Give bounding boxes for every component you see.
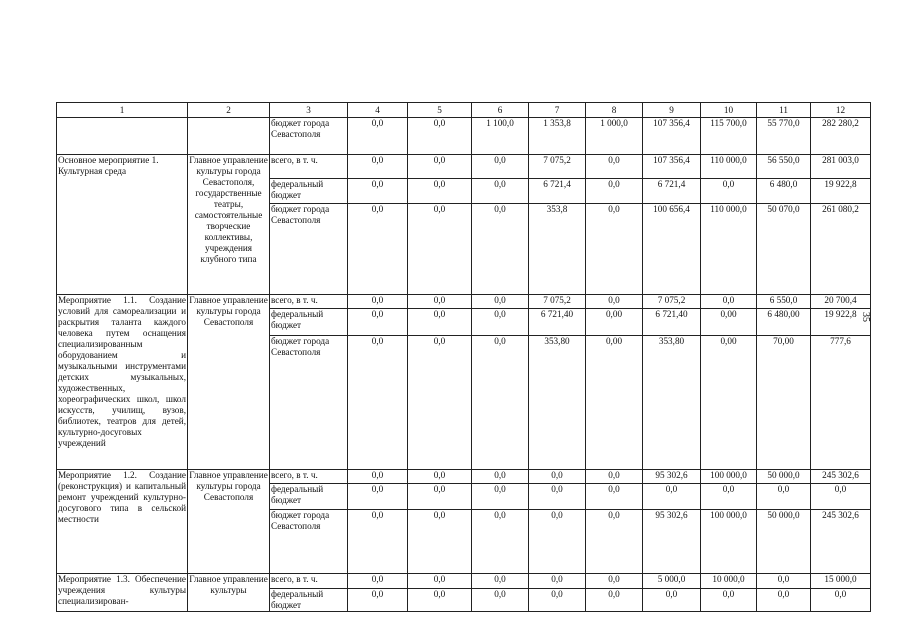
- amount-cell: 0,0: [472, 510, 529, 574]
- amount-cell: 0,0: [348, 179, 408, 204]
- column-number: 11: [757, 103, 811, 118]
- amount-cell: 0,0: [701, 179, 757, 204]
- executor-cell: Главное управление культуры: [188, 574, 270, 612]
- amount-cell: 0,0: [472, 179, 529, 204]
- amount-cell: 20 700,4: [811, 295, 871, 309]
- amount-cell: 110 000,0: [701, 204, 757, 295]
- column-number: 1: [57, 103, 188, 118]
- amount-cell: 0,0: [701, 589, 757, 612]
- amount-cell: 100 656,4: [643, 204, 701, 295]
- column-number: 5: [408, 103, 472, 118]
- table-row: [57, 574, 871, 589]
- amount-cell: 50 070,0: [757, 204, 811, 295]
- amount-cell: 0,0: [408, 309, 472, 336]
- amount-cell: 115 700,0: [701, 118, 757, 155]
- amount-cell: 0,0: [586, 204, 643, 295]
- amount-cell: 261 080,2: [811, 204, 871, 295]
- column-number: 10: [701, 103, 757, 118]
- amount-cell: 107 356,4: [643, 155, 701, 179]
- amount-cell: 100 000,0: [701, 510, 757, 574]
- amount-cell: 95 302,6: [643, 510, 701, 574]
- amount-cell: 0,0: [529, 589, 586, 612]
- funding-source-cell: всего, в т. ч.: [270, 155, 348, 179]
- amount-cell: 0,00: [586, 336, 643, 470]
- budget-table: [56, 102, 871, 612]
- amount-cell: 95 302,6: [643, 470, 701, 484]
- amount-cell: 0,0: [348, 484, 408, 510]
- amount-cell: 0,0: [472, 336, 529, 470]
- funding-source-cell: бюджет города Севастополя: [270, 204, 348, 295]
- amount-cell: 50 000,0: [757, 470, 811, 484]
- amount-cell: 6 721,40: [643, 309, 701, 336]
- amount-cell: 0,0: [811, 589, 871, 612]
- amount-cell: 0,0: [586, 589, 643, 612]
- amount-cell: 0,0: [348, 589, 408, 612]
- amount-cell: 5 000,0: [643, 574, 701, 589]
- amount-cell: 7 075,2: [529, 155, 586, 179]
- funding-source-cell: федеральный бюджет: [270, 309, 348, 336]
- amount-cell: 0,0: [348, 309, 408, 336]
- column-number-row: [57, 103, 871, 118]
- amount-cell: 353,80: [529, 336, 586, 470]
- amount-cell: 0,0: [472, 295, 529, 309]
- table-row: [57, 295, 871, 309]
- amount-cell: 7 075,2: [529, 295, 586, 309]
- amount-cell: 353,80: [643, 336, 701, 470]
- amount-cell: 0,00: [586, 309, 643, 336]
- amount-cell: 55 770,0: [757, 118, 811, 155]
- amount-cell: 70,00: [757, 336, 811, 470]
- amount-cell: 0,0: [643, 589, 701, 612]
- amount-cell: 0,0: [811, 484, 871, 510]
- amount-cell: 6 480,0: [757, 179, 811, 204]
- amount-cell: 0,0: [408, 574, 472, 589]
- amount-cell: 1 000,0: [586, 118, 643, 155]
- amount-cell: 107 356,4: [643, 118, 701, 155]
- amount-cell: 19 922,8: [811, 309, 871, 336]
- activity-name-cell: Мероприятие 1.3. Обеспечение учреждения культуры специализирован-: [57, 574, 188, 612]
- executor-cell: Главное управление культуры города Севастополя: [188, 470, 270, 574]
- amount-cell: 1 353,8: [529, 118, 586, 155]
- amount-cell: 0,0: [472, 309, 529, 336]
- activity-name-cell: Мероприятие 1.2. Создание (реконструкция) и капитальный ремонт учреждений культурно-досугового типа в сельской местности: [57, 470, 188, 574]
- funding-source-cell: федеральный бюджет: [270, 179, 348, 204]
- amount-cell: 282 280,2: [811, 118, 871, 155]
- amount-cell: 6 480,00: [757, 309, 811, 336]
- executor-cell: Главное управление культуры города Севастополя: [188, 295, 270, 470]
- activity-name-cell: [57, 118, 188, 155]
- amount-cell: 0,0: [586, 470, 643, 484]
- amount-cell: 353,8: [529, 204, 586, 295]
- amount-cell: 0,0: [586, 510, 643, 574]
- amount-cell: 0,0: [408, 336, 472, 470]
- amount-cell: 0,0: [757, 484, 811, 510]
- amount-cell: 100 000,0: [701, 470, 757, 484]
- amount-cell: 0,0: [472, 204, 529, 295]
- column-number: 4: [348, 103, 408, 118]
- amount-cell: 110 000,0: [701, 155, 757, 179]
- amount-cell: 0,0: [472, 155, 529, 179]
- amount-cell: 0,0: [701, 295, 757, 309]
- amount-cell: 0,0: [472, 574, 529, 589]
- amount-cell: 0,0: [408, 295, 472, 309]
- amount-cell: 0,0: [408, 204, 472, 295]
- amount-cell: 0,0: [348, 155, 408, 179]
- amount-cell: 0,0: [529, 484, 586, 510]
- amount-cell: 1 100,0: [472, 118, 529, 155]
- amount-cell: 6 721,4: [529, 179, 586, 204]
- amount-cell: 0,00: [701, 336, 757, 470]
- amount-cell: 0,0: [586, 484, 643, 510]
- amount-cell: 281 003,0: [811, 155, 871, 179]
- table-row: [57, 118, 871, 155]
- amount-cell: 0,0: [348, 470, 408, 484]
- amount-cell: 6 721,4: [643, 179, 701, 204]
- amount-cell: 0,0: [348, 336, 408, 470]
- funding-source-cell: бюджет города Севастополя: [270, 510, 348, 574]
- amount-cell: 0,0: [348, 118, 408, 155]
- amount-cell: 6 550,0: [757, 295, 811, 309]
- amount-cell: 56 550,0: [757, 155, 811, 179]
- funding-source-cell: всего, в т. ч.: [270, 574, 348, 589]
- amount-cell: 0,0: [529, 470, 586, 484]
- column-number: 3: [270, 103, 348, 118]
- amount-cell: 0,0: [348, 510, 408, 574]
- table-row: [57, 155, 871, 179]
- funding-source-cell: федеральный бюджет: [270, 484, 348, 510]
- executor-cell: [188, 118, 270, 155]
- amount-cell: 0,0: [408, 589, 472, 612]
- amount-cell: 0,0: [586, 155, 643, 179]
- amount-cell: 15 000,0: [811, 574, 871, 589]
- amount-cell: 50 000,0: [757, 510, 811, 574]
- amount-cell: 0,0: [472, 484, 529, 510]
- column-number: 6: [472, 103, 529, 118]
- amount-cell: 6 721,40: [529, 309, 586, 336]
- amount-cell: 10 000,0: [701, 574, 757, 589]
- amount-cell: 0,0: [472, 589, 529, 612]
- amount-cell: 0,00: [701, 309, 757, 336]
- amount-cell: 0,0: [408, 118, 472, 155]
- amount-cell: 245 302,6: [811, 470, 871, 484]
- amount-cell: 0,0: [701, 484, 757, 510]
- amount-cell: 0,0: [408, 484, 472, 510]
- amount-cell: 0,0: [348, 574, 408, 589]
- column-number: 2: [188, 103, 270, 118]
- amount-cell: 19 922,8: [811, 179, 871, 204]
- column-number: 8: [586, 103, 643, 118]
- table-row: [57, 470, 871, 484]
- column-number: 7: [529, 103, 586, 118]
- amount-cell: 0,0: [408, 510, 472, 574]
- funding-source-cell: всего, в т. ч.: [270, 295, 348, 309]
- amount-cell: 0,0: [408, 470, 472, 484]
- column-number: 9: [643, 103, 701, 118]
- amount-cell: 245 302,6: [811, 510, 871, 574]
- amount-cell: 7 075,2: [643, 295, 701, 309]
- funding-source-cell: федеральный бюджет: [270, 589, 348, 612]
- amount-cell: 0,0: [348, 204, 408, 295]
- funding-source-cell: всего, в т. ч.: [270, 470, 348, 484]
- funding-source-cell: бюджет города Севастополя: [270, 118, 348, 155]
- amount-cell: 0,0: [472, 470, 529, 484]
- amount-cell: 0,0: [529, 510, 586, 574]
- amount-cell: 0,0: [643, 484, 701, 510]
- amount-cell: 0,0: [586, 295, 643, 309]
- amount-cell: 0,0: [757, 589, 811, 612]
- amount-cell: 0,0: [586, 179, 643, 204]
- amount-cell: 0,0: [586, 574, 643, 589]
- activity-name-cell: Мероприятие 1.1. Создание условий для самореализации и раскрытия таланта каждого человека путем оснащения специализированным оборудованием и музыкальными инструментами детских музыкальных, художественных, хореографических школ, школ искусств, училищ, вузов, библиотек, театров для детей, культурно-досуговых учреждений: [57, 295, 188, 470]
- amount-cell: 0,0: [529, 574, 586, 589]
- amount-cell: 777,6: [811, 336, 871, 470]
- activity-name-cell: Основное мероприятие 1. Культурная среда: [57, 155, 188, 295]
- amount-cell: 0,0: [408, 155, 472, 179]
- amount-cell: 0,0: [408, 179, 472, 204]
- amount-cell: 0,0: [757, 574, 811, 589]
- funding-source-cell: бюджет города Севастополя: [270, 336, 348, 470]
- page-number: 35: [860, 312, 871, 322]
- column-number: 12: [811, 103, 871, 118]
- amount-cell: 0,0: [348, 295, 408, 309]
- executor-cell: Главное управление культуры города Севастополя, государственные театры, самостоятельные творческие коллективы, учреждения клубного типа: [188, 155, 270, 295]
